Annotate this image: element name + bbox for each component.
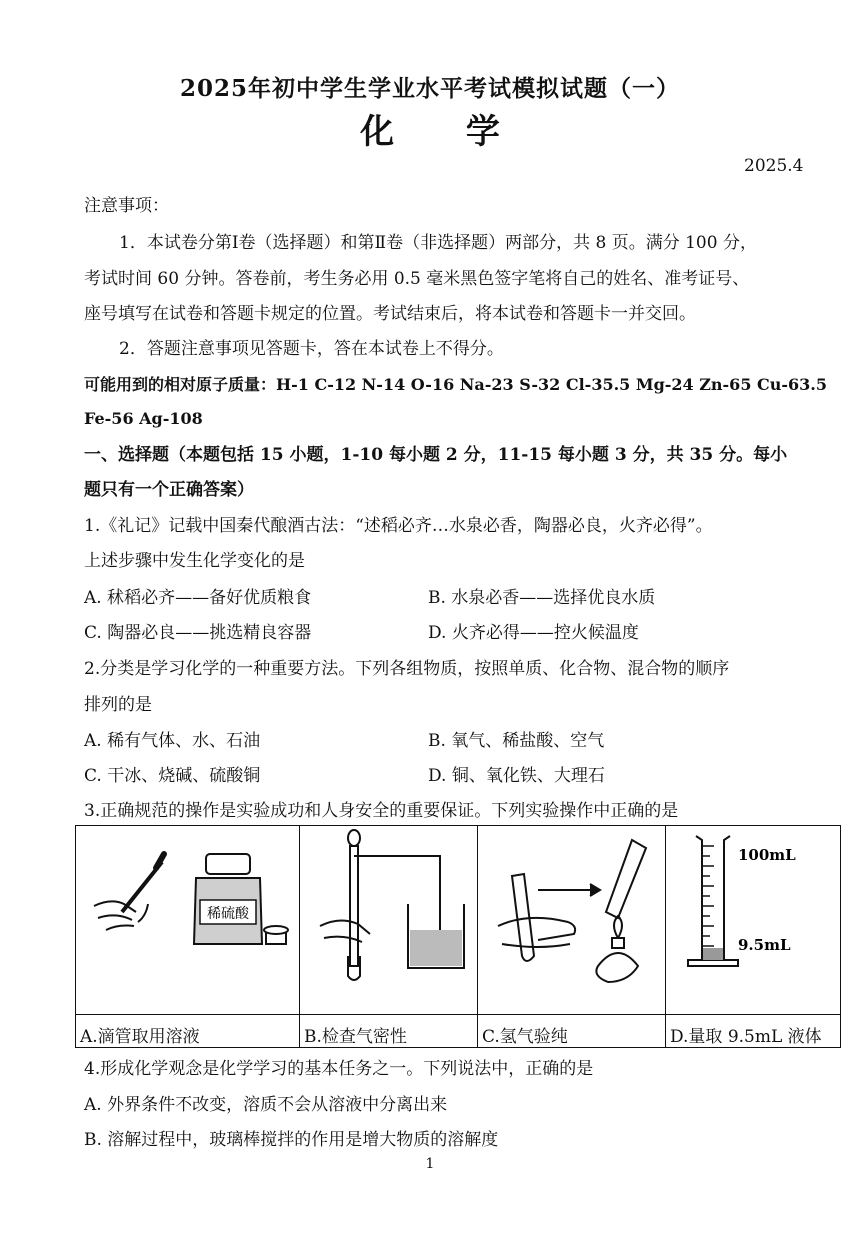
section-1-heading-line-2: 题只有一个正确答案） <box>84 480 254 500</box>
q3-option-a: A.滴管取用溶液 <box>80 1027 200 1047</box>
q3-options-table <box>75 825 841 1048</box>
cylinder-top-label: 100mL <box>738 846 796 864</box>
beaker-water <box>410 930 462 966</box>
q1-stem-line-1: 1.《礼记》记载中国秦代酿酒古法：“述稻必齐…水泉必香，陶器必良，火齐必得”。 <box>84 516 713 536</box>
notice-heading: 注意事项： <box>84 196 169 216</box>
q4-option-b: B. 溶解过程中，玻璃棒搅拌的作用是增大物质的溶解度 <box>84 1130 499 1150</box>
q3-stem: 3.正确规范的操作是实验成功和人身安全的重要保证。下列实验操作中正确的是 <box>84 801 679 821</box>
q3-option-b: B.检查气密性 <box>304 1027 407 1047</box>
q1-option-d: D. 火齐必得——控火候温度 <box>428 623 639 643</box>
notice-item-1-line-3: 座号填写在试卷和答题卡规定的位置。考试结束后，将本试卷和答题卡一并交回。 <box>84 304 696 324</box>
cylinder-liquid <box>703 948 723 960</box>
q1-option-a: A. 秫稻必齐——备好优质粮食 <box>84 588 312 608</box>
graduated-cylinder-illustration <box>666 826 840 1014</box>
q2-option-a: A. 稀有气体、水、石油 <box>84 731 261 751</box>
q1-option-c: C. 陶器必良——挑选精良容器 <box>84 623 312 643</box>
q3-cell-c <box>478 826 666 1047</box>
exam-date: 2025.4 <box>744 156 804 176</box>
hydrogen-purity-test-illustration <box>478 826 664 1014</box>
bottle-label: 稀硫酸 <box>207 906 249 922</box>
page-number: 1 <box>425 1156 435 1172</box>
notice-item-1-line-1: 1．本试卷分第Ⅰ卷（选择题）和第Ⅱ卷（非选择题）两部分，共 8 页。满分 100 分， <box>119 233 757 253</box>
atomic-mass-line-1: 可能用到的相对原子质量：H-1 C-12 N-14 O-16 Na-23 S-32 Cl-35.5 Mg-24 Zn-65 Cu-63.5 <box>84 375 827 394</box>
notice-item-1-line-2: 考试时间 60 分钟。答卷前，考生务必用 0.5 毫米黑色签字笔将自己的姓名、准考证号、 <box>84 269 750 289</box>
section-1-heading-line-1: 一、选择题（本题包括 15 小题，1-10 每小题 2 分，11-15 每小题 3 分，共 35 分。每小 <box>84 445 788 465</box>
sulfuric-acid-bottle <box>194 854 262 944</box>
q2-option-b: B. 氧气、稀盐酸、空气 <box>428 731 605 751</box>
q1-stem-line-2: 上述步骤中发生化学变化的是 <box>84 551 305 571</box>
q4-stem: 4.形成化学观念是化学学习的基本任务之一。下列说法中，正确的是 <box>84 1059 594 1079</box>
q2-option-d: D. 铜、氧化铁、大理石 <box>428 766 605 786</box>
atomic-mass-line-2: Fe-56 Ag-108 <box>84 409 203 428</box>
subject-title: 化 学 <box>360 112 530 152</box>
q2-stem-line-1: 2.分类是学习化学的一种重要方法。下列各组物质，按照单质、化合物、混合物的顺序 <box>84 659 730 679</box>
q2-option-c: C. 干冰、烧碱、硫酸铜 <box>84 766 261 786</box>
bottle-stopper <box>264 926 288 944</box>
q3-option-d: D.量取 9.5mL 液体 <box>670 1027 822 1047</box>
dropper-bottle-illustration <box>76 826 298 1014</box>
q3-cell-b <box>300 826 478 1047</box>
notice-item-2: 2．答题注意事项见答题卡，答在本试卷上不得分。 <box>119 339 504 359</box>
airtightness-check-illustration <box>300 826 476 1014</box>
q3-cell-d <box>666 826 840 1047</box>
q3-option-c: C.氢气验纯 <box>482 1027 568 1047</box>
q3-cell-a <box>76 826 300 1047</box>
q1-option-b: B. 水泉必香——选择优良水质 <box>428 588 656 608</box>
q4-option-a: A. 外界条件不改变，溶质不会从溶液中分离出来 <box>84 1095 448 1115</box>
q2-stem-line-2: 排列的是 <box>84 695 152 715</box>
exam-title: 2025年初中学生学业水平考试模拟试题（一） <box>179 75 680 102</box>
cylinder-bottom-label: 9.5mL <box>738 936 791 954</box>
